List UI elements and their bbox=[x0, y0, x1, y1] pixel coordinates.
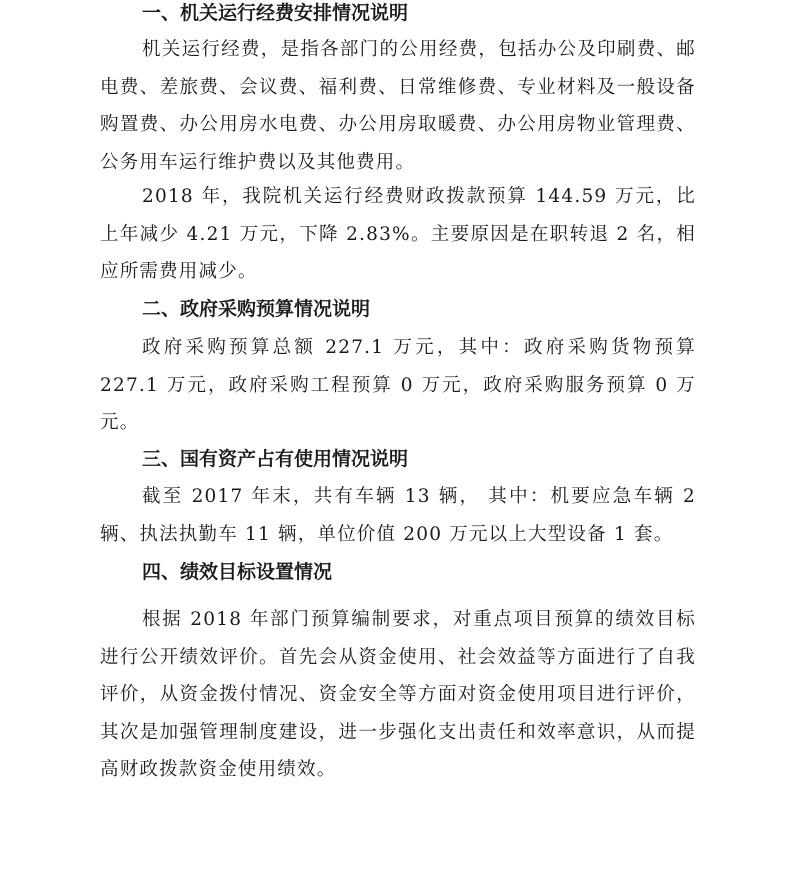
section-heading-state-assets: 三、国有资产占有使用情况说明 bbox=[142, 448, 409, 470]
paragraph-procurement-budget: 政府采购预算总额 227.1 万元，其中：政府采购货物预算227.1 万元，政府采购工程预算 0 万元，政府采购服务预算 0 万元。 bbox=[100, 337, 696, 433]
paragraph-state-assets: 截至 2017 年末，共有车辆 13 辆， 其中：机要应急车辆 2 辆、执法执勤车 11 辆，单位价值 200 万元以上大型设备 1 套。 bbox=[100, 486, 696, 545]
section-heading-procurement: 二、政府采购预算情况说明 bbox=[142, 298, 371, 320]
section-heading-operating-expenses: 一、机关运行经费安排情况说明 bbox=[142, 2, 409, 24]
paragraph-operating-expenses-definition: 机关运行经费，是指各部门的公用经费，包括办公及印刷费、邮电费、差旅费、会议费、福利费、日常维修费、专业材料及一般设备购置费、办公用房水电费、办公用房取暖费、办公用房物业管理费、公务用车运行维护费以及其他费用。 bbox=[100, 39, 696, 173]
section-heading-performance-goals: 四、绩效目标设置情况 bbox=[142, 561, 333, 583]
paragraph-performance-goals: 根据 2018 年部门预算编制要求，对重点项目预算的绩效目标进行公开绩效评价。首先会从资金使用、社会效益等方面进行了自我评价，从资金拨付情况、资金安全等方面对资金使用项目进行评价，其次是加强管理制度建设，进一步强化支出责任和效率意识，从而提高财政拨款资金使用绩效。 bbox=[100, 609, 696, 780]
paragraph-operating-expenses-budget: 2018 年，我院机关运行经费财政拨款预算 144.59 万元，比上年减少 4.21 万元，下降 2.83%。主要原因是在职转退 2 名，相应所需费用减少。 bbox=[100, 186, 696, 282]
